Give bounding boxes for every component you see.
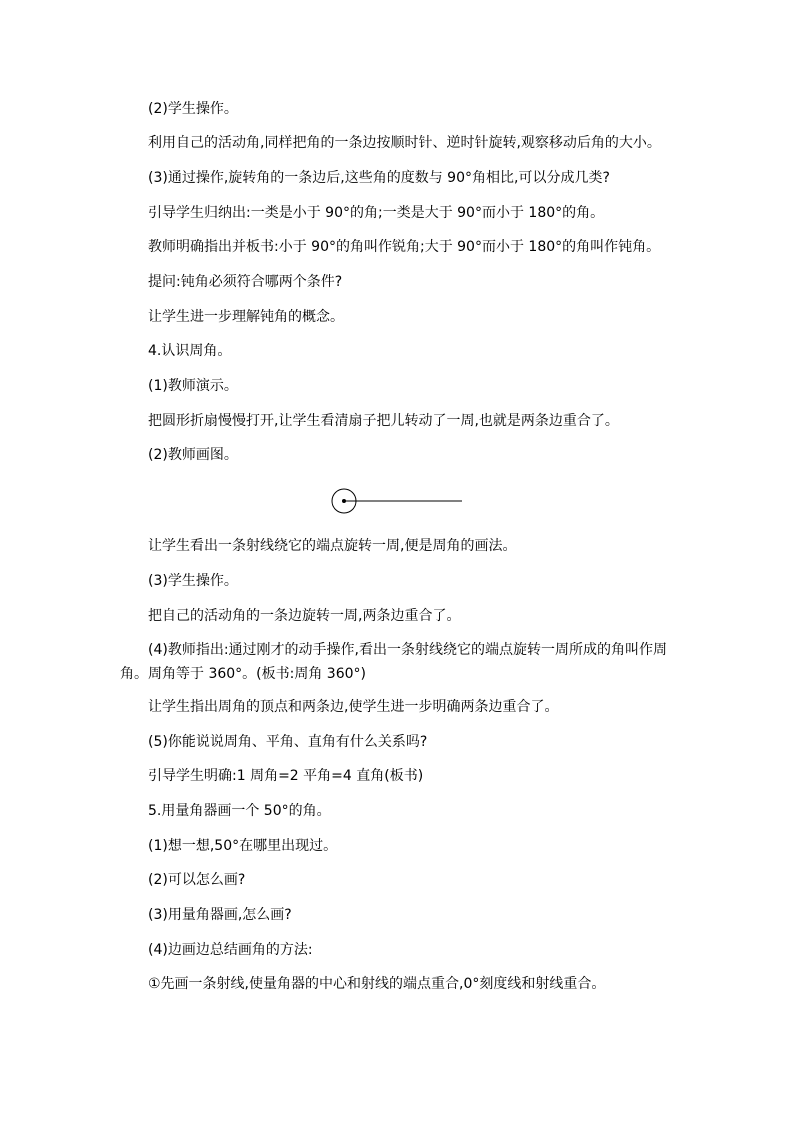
paragraph-ray-rotation: 让学生看出一条射线绕它的端点旋转一周,便是周角的画法。 [148, 538, 517, 554]
paragraph-guide-conclusion: 引导学生归纳出:一类是小于 90°的角;一类是大于 90°而小于 180°的角。 [148, 205, 605, 221]
heading-draw-50-angle: 5.用量角器画一个 50°的角。 [148, 803, 331, 819]
paragraph-summarize-method: (4)边画边总结画角的方法: [148, 942, 313, 958]
paragraph-fan-demo: 把圆形折扇慢慢打开,让学生看清扇子把儿转动了一周,也就是两条边重合了。 [148, 413, 619, 429]
paragraph-angle-relation-question: (5)你能说说周角、平角、直角有什么关系吗? [148, 734, 428, 750]
paragraph-rotate-full: 把自己的活动角的一条边旋转一周,两条边重合了。 [148, 608, 461, 624]
paragraph-protractor-draw: (3)用量角器画,怎么画? [148, 907, 292, 923]
paragraph-rotate-angle: 利用自己的活动角,同样把角的一条边按顺时针、逆时针旋转,观察移动后角的大小。 [148, 135, 661, 151]
paragraph-how-draw: (2)可以怎么画? [148, 872, 246, 888]
heading-full-angle: 4.认识周角。 [148, 343, 232, 359]
paragraph-teacher-draw: (2)教师画图。 [148, 447, 238, 463]
paragraph-acute-obtuse-definition: 教师明确指出并板书:小于 90°的角叫作锐角;大于 90°而小于 180°的角叫作钝角。 [148, 239, 661, 255]
paragraph-vertex-sides: 让学生指出周角的顶点和两条边,使学生进一步明确两条边重合了。 [148, 699, 559, 715]
paragraph-obtuse-question: 提问:钝角必须符合哪两个条件? [148, 274, 343, 290]
paragraph-step-one: ①先画一条射线,使量角器的中心和射线的端点重合,0°刻度线和射线重合。 [148, 976, 606, 992]
paragraph-think-50: (1)想一想,50°在哪里出现过。 [148, 838, 338, 854]
paragraph-obtuse-concept: 让学生进一步理解钝角的概念。 [148, 309, 344, 325]
paragraph-full-angle-definition: (4)教师指出:通过刚才的动手操作,看出一条射线绕它的端点旋转一周所成的角叫作周角。周角等于 360°。(板书:周角 360°) [120, 642, 667, 682]
full-angle-diagram [330, 486, 470, 516]
paragraph-teacher-demo: (1)教师演示。 [148, 378, 238, 394]
paragraph-angle-relation: 引导学生明确:1 周角=2 平角=4 直角(板书) [148, 768, 424, 784]
paragraph-student-operation-2: (2)学生操作。 [148, 101, 238, 117]
paragraph-student-operation-3: (3)学生操作。 [148, 573, 238, 589]
paragraph-question-categories: (3)通过操作,旋转角的一条边后,这些角的度数与 90°角相比,可以分成几类? [148, 170, 610, 186]
